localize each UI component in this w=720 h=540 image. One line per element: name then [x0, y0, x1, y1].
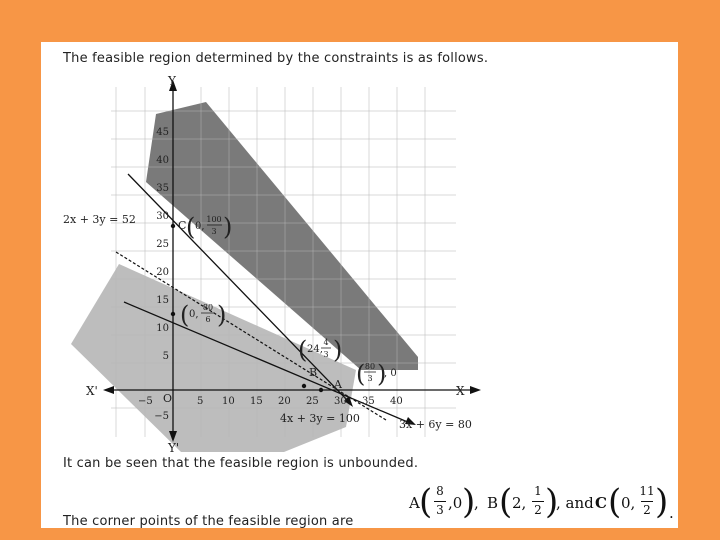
svg-text:3: 3 [323, 350, 329, 359]
math-fraction-bar [641, 501, 653, 502]
math-paren: ( [419, 482, 433, 522]
x-tick: 35 [362, 396, 375, 407]
svg-text:80: 80 [364, 362, 376, 371]
math-A-den: 3 [436, 503, 444, 517]
x-tick: 15 [250, 396, 263, 407]
x-tick: 10 [222, 396, 235, 407]
math-C: C [595, 494, 607, 512]
label-3x6y-80: 3x + 6y = 80 [399, 418, 472, 431]
y-neg-axis-label: Y' [168, 441, 180, 452]
label-2x3y-52: 2x + 3y = 52 [63, 213, 136, 226]
svg-text:(: ( [298, 336, 308, 364]
x-axis-arrow [470, 386, 481, 394]
math-A: A [409, 494, 420, 512]
svg-text:(: ( [180, 301, 190, 329]
math-paren: ) [545, 482, 559, 522]
svg-text:B: B [309, 366, 318, 379]
y-tick: 10 [156, 323, 169, 334]
x-tick: 5 [197, 396, 204, 407]
label-4x3y-100: 4x + 3y = 100 [280, 412, 360, 425]
x-tick: 40 [390, 396, 403, 407]
y-axis-label: Y [168, 74, 176, 88]
svg-text:6: 6 [205, 315, 211, 324]
y-tick: 45 [156, 127, 169, 138]
y-tick: 25 [156, 239, 169, 250]
math-end: . [669, 504, 674, 522]
math-fraction-bar [434, 501, 446, 502]
math-A-y: ,0 [448, 494, 463, 512]
solution-page [41, 42, 678, 528]
x-tick: 30 [334, 396, 347, 407]
math-C-num: 11 [639, 484, 655, 498]
corner-points-math [409, 482, 677, 526]
svg-text:(: ( [186, 213, 196, 241]
math-B-x: 2, [512, 494, 527, 512]
y-tick: −5 [154, 411, 169, 422]
x-neg-axis-arrow [103, 386, 114, 394]
unbounded-text: It can be seen that the feasible region is unbounded. [63, 456, 419, 471]
math-paren: ( [608, 482, 622, 522]
svg-text:4: 4 [323, 338, 329, 347]
y-tick: 40 [156, 155, 169, 166]
y-tick: 20 [156, 267, 169, 278]
origin-label: O [163, 392, 173, 405]
point-A [319, 388, 323, 392]
x-neg-axis-label: X' [86, 384, 98, 398]
svg-text:): ) [223, 213, 233, 241]
svg-text:80: 80 [202, 303, 214, 312]
svg-text:): ) [333, 336, 343, 364]
svg-text:100: 100 [206, 215, 222, 224]
feasible-region-graph [56, 72, 481, 452]
math-paren: ( [499, 482, 513, 522]
svg-text:3: 3 [211, 227, 217, 236]
svg-text:A: A [334, 378, 342, 391]
svg-text:): ) [377, 360, 387, 388]
math-paren: ) [655, 482, 669, 522]
y-tick: 5 [162, 351, 169, 362]
svg-text:0,: 0, [195, 221, 205, 232]
math-sep: , [474, 494, 479, 512]
svg-text:(: ( [356, 360, 366, 388]
x-tick: −5 [138, 396, 153, 407]
svg-text:0,: 0, [189, 309, 199, 320]
math-B-den: 2 [534, 503, 542, 517]
y-tick: 15 [156, 295, 169, 306]
math-fraction-bar [532, 501, 544, 502]
svg-text:24,: 24, [307, 344, 323, 355]
math-A-num: 8 [436, 484, 444, 498]
y-tick: 35 [156, 183, 169, 194]
intro-text: The feasible region determined by the constraints is as follows. [63, 51, 489, 66]
point-C [171, 224, 175, 228]
x-axis-label: X [456, 384, 465, 398]
math-B: B [487, 494, 499, 512]
math-C-den: 2 [643, 503, 651, 517]
x-tick: 20 [278, 396, 291, 407]
x-tick: 25 [306, 396, 319, 407]
point-B [302, 384, 306, 388]
corner-points-text: The corner points of the feasible region are [63, 514, 354, 528]
math-paren: ) [462, 482, 476, 522]
math-B-num: 1 [534, 484, 542, 498]
math-C-x: 0, [621, 494, 636, 512]
svg-text:): ) [217, 301, 227, 329]
y-tick: 30 [156, 211, 169, 222]
point-D [171, 312, 175, 316]
svg-text:C: C [178, 219, 187, 232]
svg-text:3: 3 [367, 374, 373, 383]
math-sep: , and [556, 494, 594, 512]
svg-text:, 0: , 0 [384, 368, 397, 379]
